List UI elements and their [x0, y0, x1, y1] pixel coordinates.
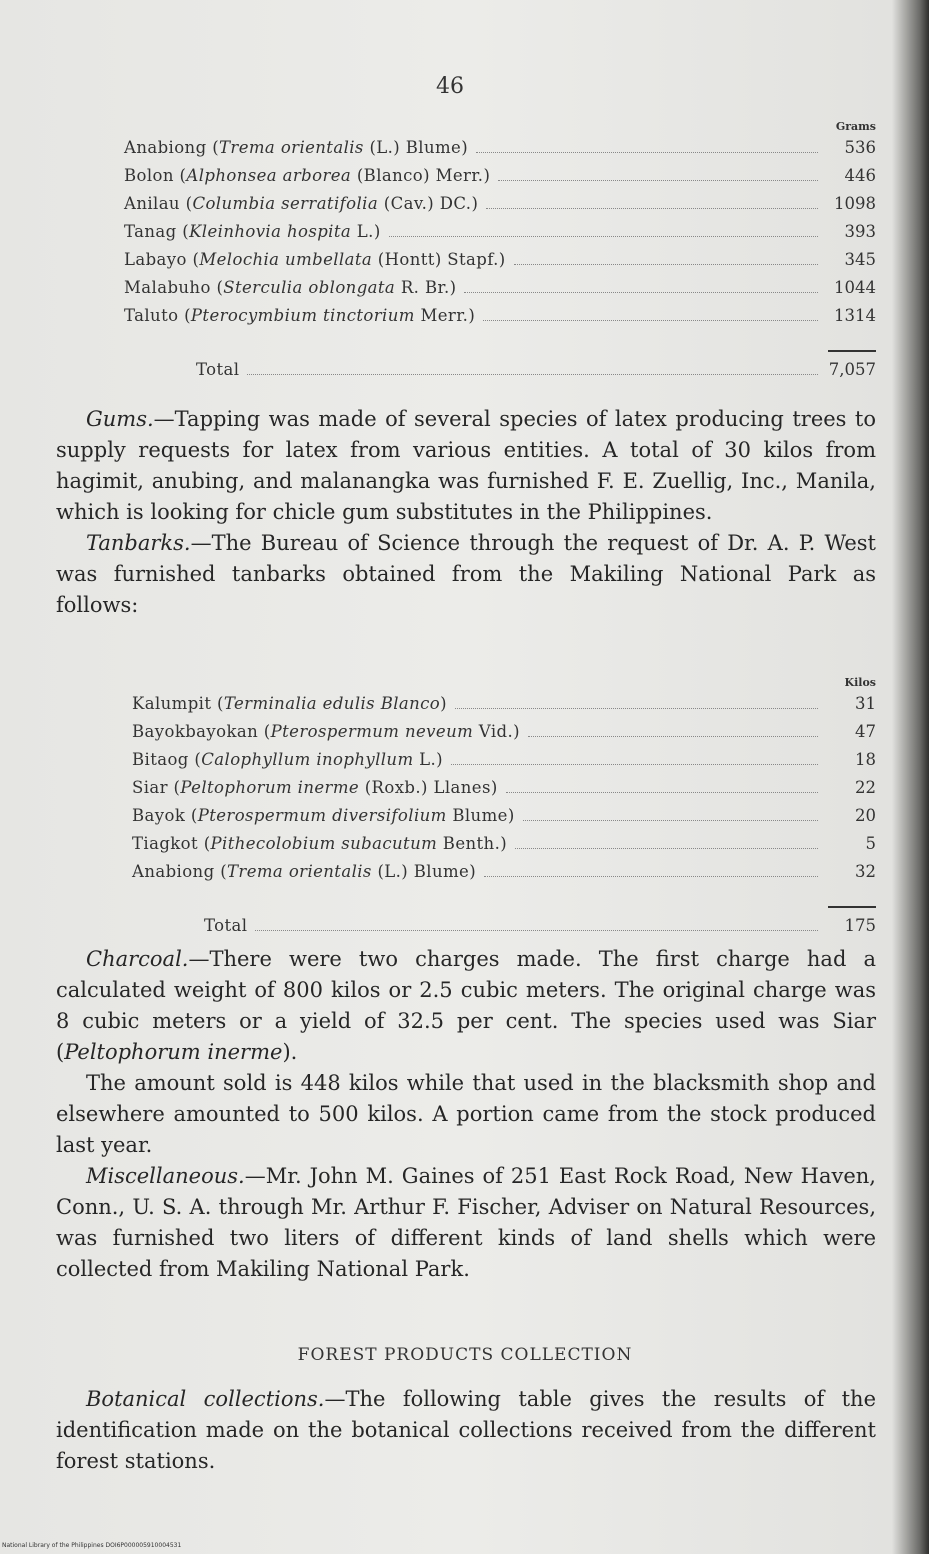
leader-dots: [506, 792, 818, 793]
common-name: Bitaog: [132, 750, 189, 769]
species-name: Bayok (Pterospermum diversifolium Blume): [132, 806, 515, 825]
row-value: 1098: [834, 194, 876, 213]
scientific-name: Pterospermum neveum: [270, 722, 474, 741]
row-value: 1314: [834, 306, 876, 325]
table-row: [124, 250, 876, 278]
charcoal-species: Peltophorum inerme: [64, 1040, 283, 1064]
species-name: Labayo (Melochia umbellata (Hontt) Stapf.): [124, 250, 506, 269]
charcoal-text: —There were two charges made. The first charge had a calculated weight of 800 kilos or 2.5 cubic meters. The original charge was 8 cubic meters or a yield of 32.5 per cent. The species used was Siar (: [56, 947, 876, 1064]
leader-dots: [464, 292, 818, 293]
botanical-lead: Botanical collections.: [86, 1387, 325, 1411]
row-value: 446: [844, 166, 876, 185]
scientific-name: Pterocymbium tinctorium: [190, 306, 415, 325]
common-name: Anilau: [124, 194, 180, 213]
total-label: Total: [204, 916, 248, 935]
tanbarks-paragraph: [56, 528, 876, 621]
leader-dots: [483, 320, 818, 321]
author: (Hontt) Stapf.: [377, 250, 499, 269]
common-name: Tiagkot: [132, 834, 199, 853]
leader-dots: [514, 264, 818, 265]
species-name: Taluto (Pterocymbium tinctorium Merr.): [124, 306, 476, 325]
row-value: 32: [855, 862, 876, 881]
common-name: Anabiong: [132, 862, 215, 881]
author: R. Br.: [400, 278, 450, 297]
charcoal-paragraph: [56, 944, 876, 1068]
unit-label: Grams: [835, 120, 876, 133]
common-name: Labayo: [124, 250, 187, 269]
scientific-name: Calophyllum inophyllum: [201, 750, 414, 769]
table-row: [132, 750, 876, 778]
species-name: Bitaog (Calophyllum inophyllum L.): [132, 750, 444, 769]
author: Merr.: [420, 306, 469, 325]
leader-dots: [451, 764, 818, 765]
total-label: Total: [196, 360, 240, 379]
leader-dots: [486, 208, 818, 209]
table-row: [124, 194, 876, 222]
footer-credit: National Library of the Philippines DOI6P000005910004531: [2, 1542, 182, 1549]
table-row: [132, 862, 876, 890]
total-value: 7,057: [828, 360, 876, 379]
scientific-name: Columbia serratifolia: [192, 194, 379, 213]
species-name: Tanag (Kleinhovia hospita L.): [124, 222, 381, 241]
misc-text: —Mr. John M. Gaines of 251 East Rock Road, New Haven, Conn., U. S. A. through Mr. Arthur F. Fischer, Adviser on Natural Resources, was furnished two liters of different kinds of land shells which were collected from Makiling National Park.: [56, 1164, 876, 1281]
table-row: [124, 222, 876, 250]
table-rows: [132, 694, 876, 890]
botanical-text: —The following table gives the results of the identification made on the botanical collections received from the different forest stations.: [56, 1387, 876, 1473]
author: (Cav.) DC.: [383, 194, 472, 213]
author: Vid.: [478, 722, 514, 741]
species-name: Bayokbayokan (Pterospermum neveum Vid.): [132, 722, 520, 741]
kilos-table: [132, 676, 876, 944]
section-heading: FOREST PRODUCTS COLLECTION: [297, 1345, 633, 1365]
author: L.: [419, 750, 437, 769]
author: (L.) Blume: [369, 138, 462, 157]
total-value: 175: [844, 916, 876, 935]
row-value: 20: [855, 806, 876, 825]
species-name: Anabiong (Trema orientalis (L.) Blume): [132, 862, 477, 881]
species-name: Anilau (Columbia serratifolia (Cav.) DC.): [124, 194, 479, 213]
author: (L.) Blume: [377, 862, 470, 881]
species-name: Siar (Peltophorum inerme (Roxb.) Llanes): [132, 778, 498, 797]
author: (Blanco) Merr.: [356, 166, 484, 185]
tanbarks-lead: Tanbarks.: [86, 531, 191, 555]
author: (Roxb.) Llanes: [364, 778, 491, 797]
leader-dots: [523, 820, 818, 821]
row-value: 536: [844, 138, 876, 157]
total-row: [124, 360, 876, 388]
leader-dots: [498, 180, 818, 181]
scientific-name: Peltophorum inerme: [180, 778, 360, 797]
table-row: [124, 166, 876, 194]
scientific-name: Trema orientalis: [227, 862, 372, 881]
leader-dots: [255, 930, 818, 931]
scientific-name: Trema orientalis: [219, 138, 364, 157]
row-value: 393: [844, 222, 876, 241]
charcoal-lead: Charcoal.: [86, 947, 189, 971]
common-name: Anabiong: [124, 138, 207, 157]
common-name: Bayok: [132, 806, 186, 825]
scientific-name: Terminalia edulis Blanco: [223, 694, 441, 713]
leader-dots: [389, 236, 818, 237]
charcoal-misc-paragraphs: [56, 944, 876, 1285]
common-name: Kalumpit: [132, 694, 212, 713]
common-name: Bolon: [124, 166, 174, 185]
common-name: Siar: [132, 778, 168, 797]
gums-paragraph: [56, 404, 876, 528]
table-row: [124, 306, 876, 334]
misc-paragraph: [56, 1161, 876, 1285]
row-value: 1044: [834, 278, 876, 297]
leader-dots: [247, 374, 818, 375]
botanical-paragraph-block: [56, 1384, 876, 1477]
species-name: Anabiong (Trema orientalis (L.) Blume): [124, 138, 469, 157]
species-name: Bolon (Alphonsea arborea (Blanco) Merr.): [124, 166, 491, 185]
tanbarks-text: —The Bureau of Science through the request of Dr. A. P. West was furnished tanbarks obtained from the Makiling National Park as follows:: [56, 531, 876, 617]
author: L.: [356, 222, 374, 241]
row-value: 22: [855, 778, 876, 797]
unit-label: Kilos: [844, 676, 876, 689]
table-row: [124, 138, 876, 166]
row-value: 5: [865, 834, 876, 853]
leader-dots: [484, 876, 818, 877]
total-rule: [828, 906, 876, 916]
grams-table: [124, 120, 876, 388]
leader-dots: [455, 708, 818, 709]
row-value: 47: [855, 722, 876, 741]
species-name: Malabuho (Sterculia oblongata R. Br.): [124, 278, 457, 297]
common-name: Malabuho: [124, 278, 211, 297]
table-row: [132, 834, 876, 862]
table-row: [132, 778, 876, 806]
table-row: [132, 722, 876, 750]
charcoal-paragraph-2: The amount sold is 448 kilos while that used in the blacksmith shop and elsewhere amounted to 500 kilos. A portion came from the stock produced last year.: [56, 1071, 876, 1157]
scientific-name: Melochia umbellata: [199, 250, 373, 269]
common-name: Taluto: [124, 306, 179, 325]
leader-dots: [515, 848, 818, 849]
page-number: 46: [436, 74, 464, 99]
leader-dots: [476, 152, 818, 153]
scientific-name: Kleinhovia hospita: [189, 222, 352, 241]
gums-tanbarks-paragraphs: [56, 404, 876, 621]
gums-text: —Tapping was made of several species of latex producing trees to supply requests for latex from various entities. A total of 30 kilos from hagimit, anubing, and malanangka was furnished F. E. Zuellig, Inc., Manila, which is looking for chicle gum substitutes in the Philippines.: [56, 407, 876, 524]
table-rows: [124, 138, 876, 334]
species-name: Kalumpit (Terminalia edulis Blanco): [132, 694, 447, 713]
scientific-name: Pterospermum diversifolium: [197, 806, 447, 825]
table-row: [124, 278, 876, 306]
species-name: Tiagkot (Pithecolobium subacutum Benth.): [132, 834, 508, 853]
scientific-name: Sterculia oblongata: [223, 278, 396, 297]
gums-lead: Gums.: [86, 407, 154, 431]
charcoal-text-end: ).: [282, 1040, 298, 1064]
row-value: 18: [855, 750, 876, 769]
total-rule: [828, 350, 876, 360]
row-value: 345: [844, 250, 876, 269]
botanical-paragraph: [56, 1384, 876, 1477]
table-row: [132, 694, 876, 722]
total-row: [132, 916, 876, 944]
leader-dots: [528, 736, 818, 737]
author: Blume: [452, 806, 508, 825]
common-name: Bayokbayokan: [132, 722, 259, 741]
scientific-name: Pithecolobium subacutum: [210, 834, 438, 853]
misc-lead: Miscellaneous.: [86, 1164, 245, 1188]
row-value: 31: [855, 694, 876, 713]
table-row: [132, 806, 876, 834]
author: Benth.: [442, 834, 501, 853]
common-name: Tanag: [124, 222, 177, 241]
scientific-name: Alphonsea arborea: [186, 166, 352, 185]
